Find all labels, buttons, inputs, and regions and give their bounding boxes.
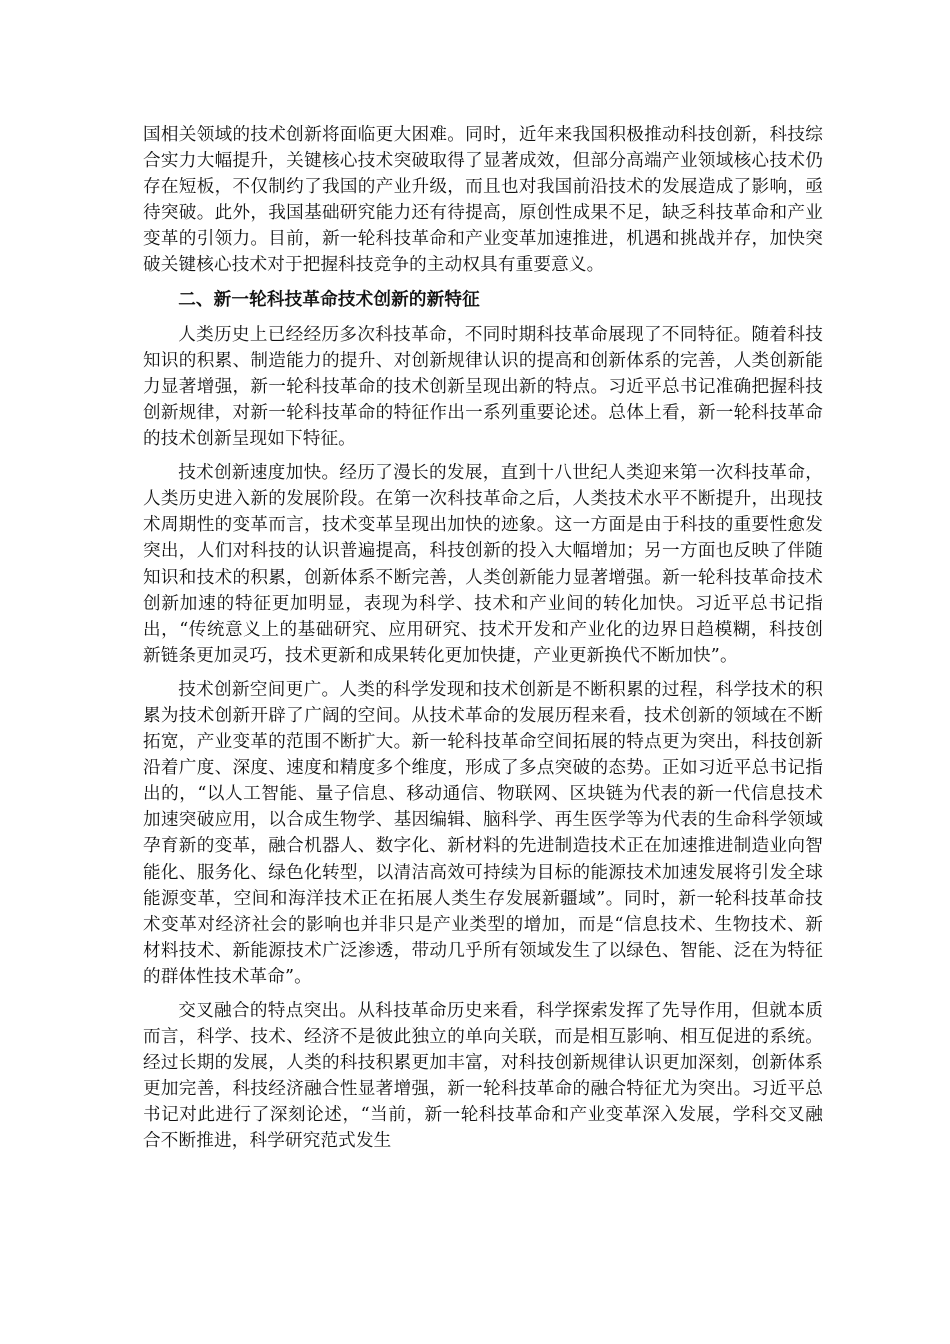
paragraph-speed: 技术创新速度加快。经历了漫长的发展，直到十八世纪人类迎来第一次科技革命，人类历史进入新的发展阶段。在第一次科技革命之后，人类技术水平不断提升，出现技术周期性的变革而言，技术变革呈现出加快的迹象。这一方面是由于科技的重要性愈发突出，人们对科技的认识普遍提高，科技创新的投入大幅增加；另一方面也反映了伴随知识和技术的积累，创新体系不断完善，人类创新能力显著增强。新一轮科技革命技术创新加速的特征更加明显，表现为科学、技术和产业间的转化加快。习近平总书记指出，“传统意义上的基础研究、应用研究、技术开发和产业化的边界日趋模糊，科技创新链条更加灵巧，技术更新和成果转化更加快捷，产业更新换代不断加快”。 bbox=[143, 463, 823, 666]
paragraph-space: 技术创新空间更广。人类的科学发现和技术创新是不断积累的过程，科学技术的积累为技术创新开辟了广阔的空间。从技术革命的发展历程来看，技术创新的领域在不断拓宽，产业变革的范围不断扩大。新一轮科技革命空间拓展的特点更为突出，科技创新沿着广度、深度、速度和精度多个维度，形成了多点突破的态势。正如习近平总书记指出的，“以人工智能、量子信息、移动通信、物联网、区块链为代表的新一代信息技术加速突破应用，以合成生物学、基因编辑、脑科学、再生医学等为代表的生命科学领域孕育新的变革，融合机器人、数字化、新材料的先进制造技术正在加速推进制造业向智能化、服务化、绿色化转型，以清洁高效可持续为目标的能源技术加速发展将引发全球能源变革，空间和海洋技术正在拓展人类生存发展新疆域”。同时，新一轮科技革命技术变革对经济社会的影响也并非只是产业类型的增加，而是“信息技术、生物技术、新材料技术、新能源技术广泛渗透，带动几乎所有领域发生了以绿色、智能、泛在为特征的群体性技术革命”。 bbox=[143, 679, 823, 987]
paragraph-intro: 人类历史上已经经历多次科技革命，不同时期科技革命展现了不同特征。随着科技知识的积累、制造能力的提升、对创新规律认识的提高和创新体系的完善，人类创新能力显著增强，新一轮科技革命的技术创新呈现出新的特点。习近平总书记准确把握科技创新规律，对新一轮科技革命的特征作出一系列重要论述。总体上看，新一轮科技革命的技术创新呈现如下特征。 bbox=[143, 324, 823, 450]
paragraph-fusion: 交叉融合的特点突出。从科技革命历史来看，科学探索发挥了先导作用，但就本质而言，科学、技术、经济不是彼此独立的单向关联，而是相互影响、相互促进的系统。经过长期的发展，人类的科技积累更加丰富，对科技创新规律认识更加深刻，创新体系更加完善，科技经济融合性显著增强，新一轮科技革命的融合特征尤为突出。习近平总书记对此进行了深刻论述，“当前，新一轮科技革命和产业变革深入发展，学科交叉融合不断推进，科学研究范式发生 bbox=[143, 1001, 823, 1152]
section-heading: 二、新一轮科技革命技术创新的新特征 bbox=[178, 288, 480, 310]
paragraph-continuation: 国相关领域的技术创新将面临更大困难。同时，近年来我国积极推动科技创新，科技综合实力大幅提升，关键核心技术突破取得了显著成效，但部分高端产业领域核心技术仍存在短板，不仅制约了我国的产业升级，而且也对我国前沿技术的发展造成了影响，亟待突破。此外，我国基础研究能力还有待提高，原创性成果不足，缺乏科技革命和产业变革的引领力。目前，新一轮科技革命和产业变革加速推进，机遇和挑战并存，加快突破关键核心技术对于把握科技竞争的主动权具有重要意义。 bbox=[143, 125, 823, 276]
document-page bbox=[143, 122, 823, 1163]
